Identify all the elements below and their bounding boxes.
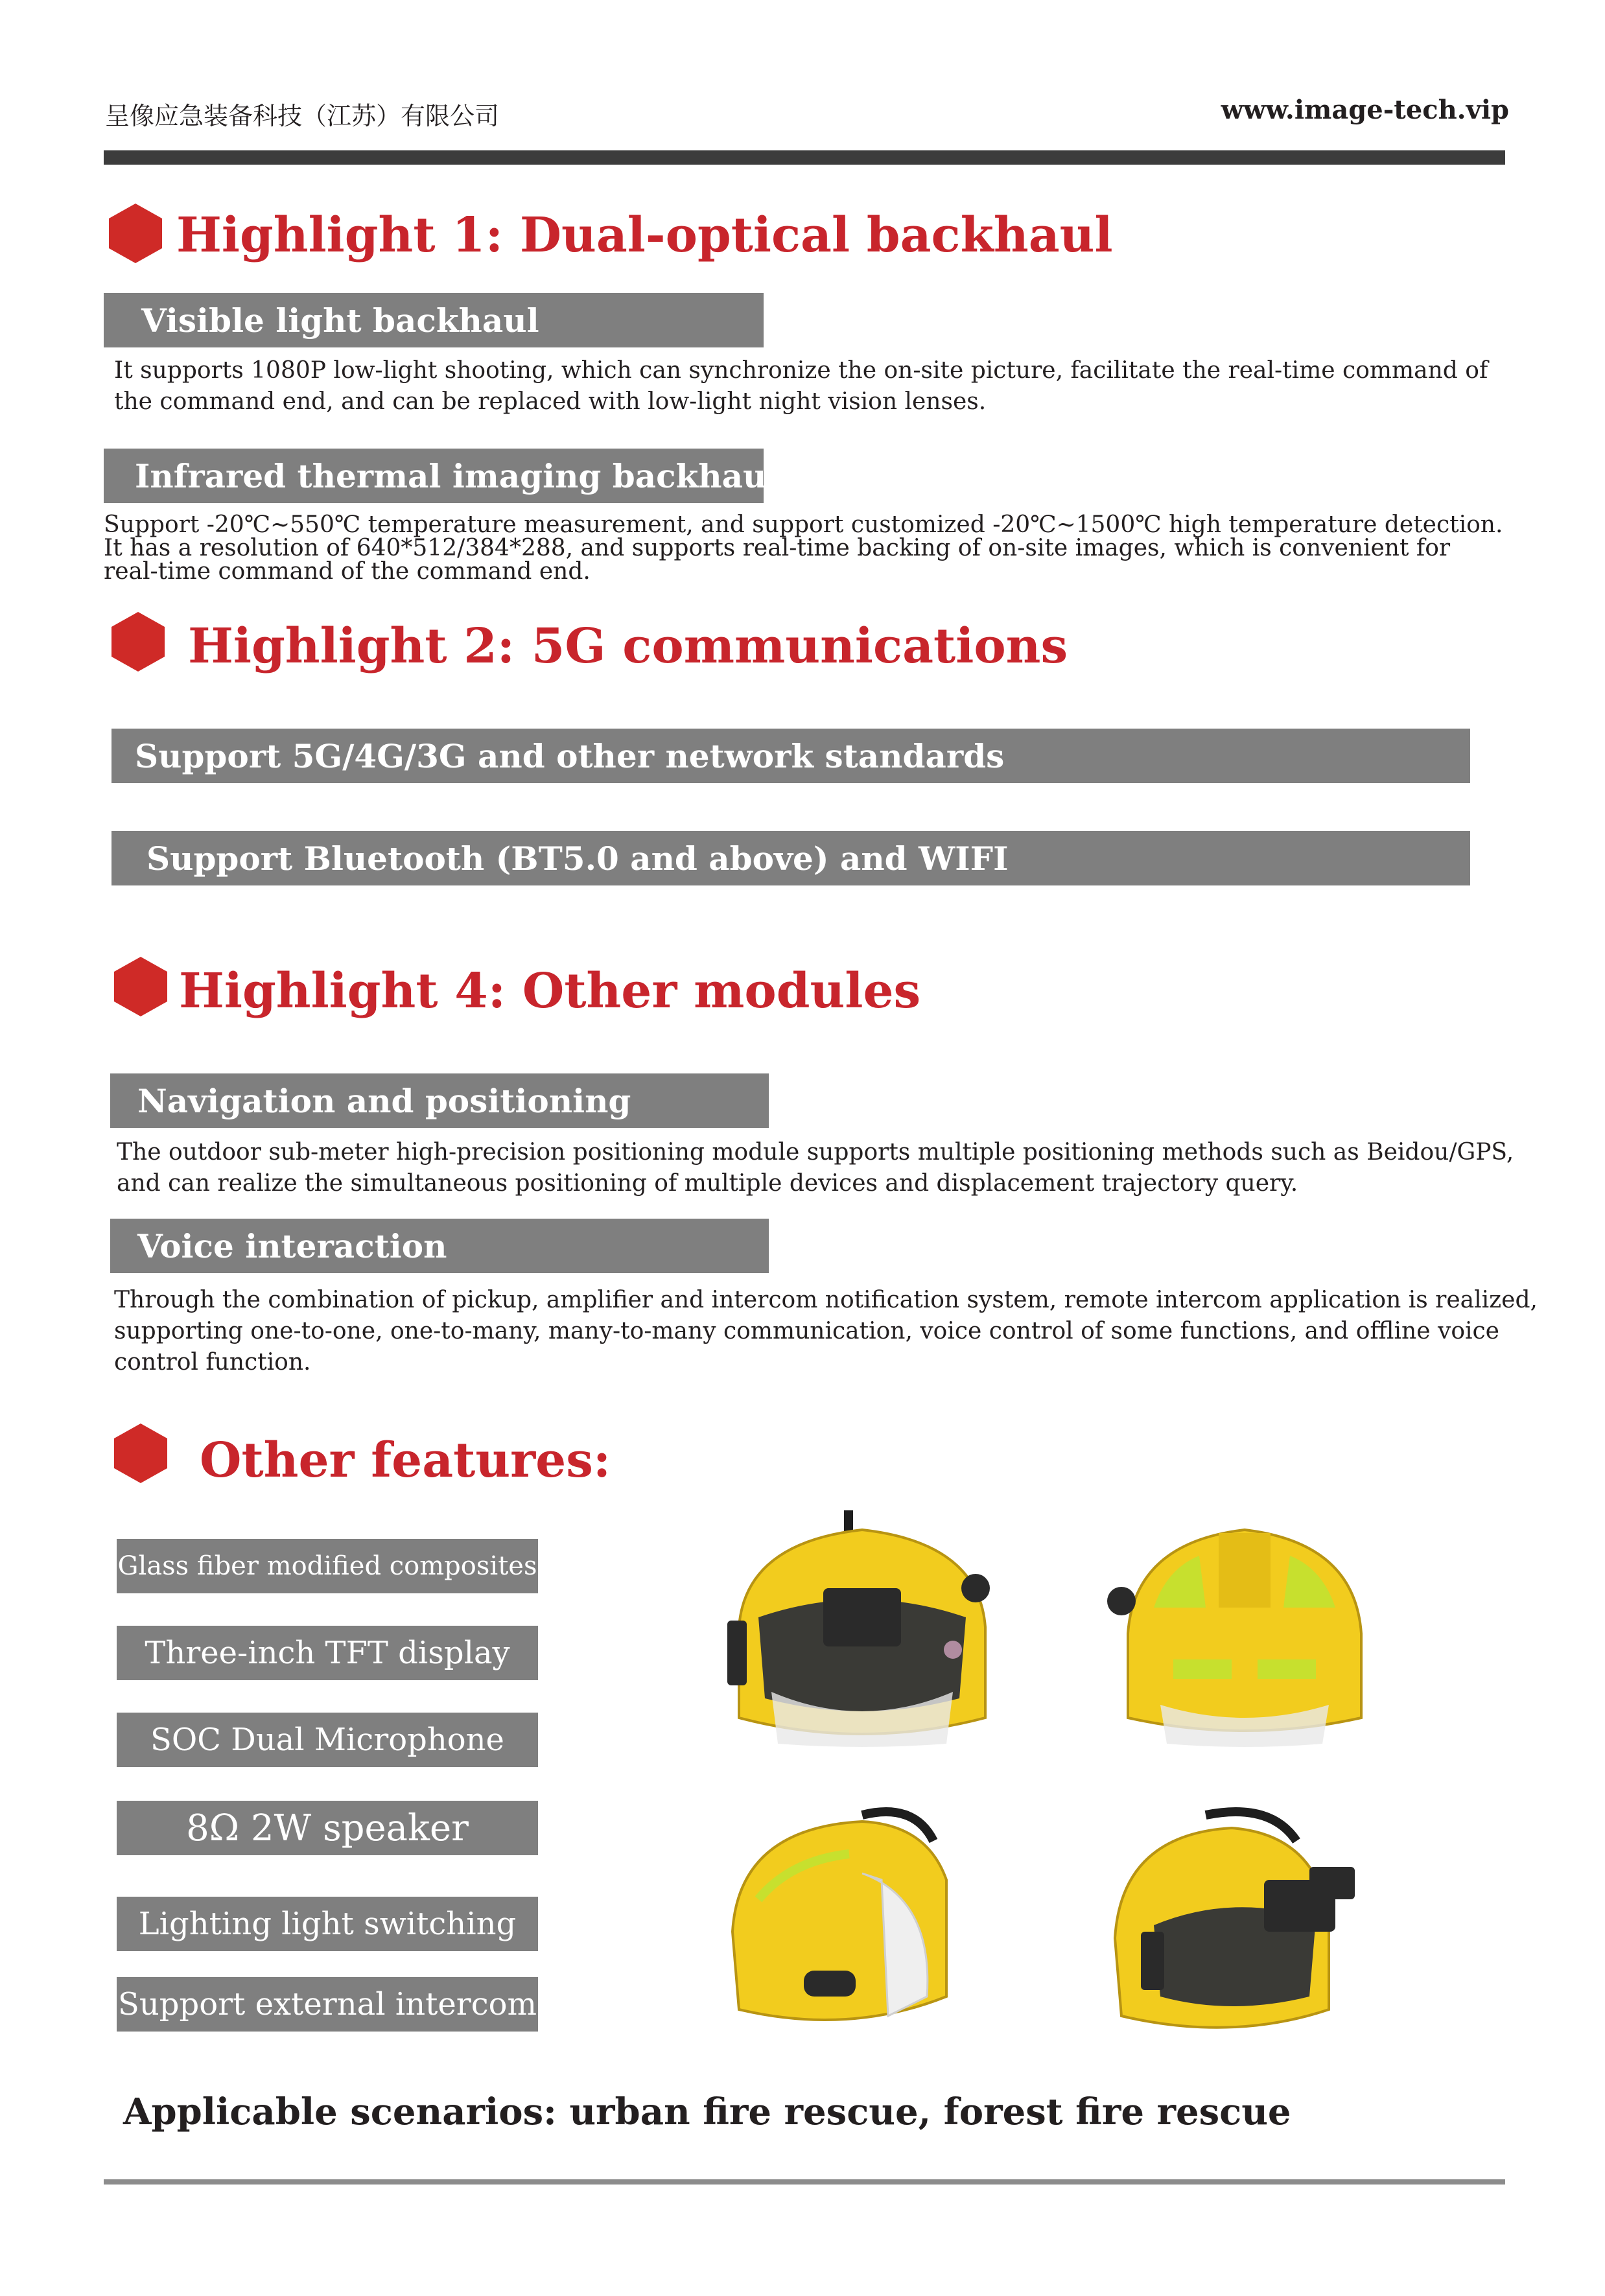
infrared-text-line-3: real-time command of the command end. — [104, 558, 591, 585]
feature-item: 8Ω 2W speaker — [117, 1801, 538, 1855]
hexagon-bullet-icon — [109, 204, 162, 263]
helmet-front-image — [720, 1504, 1005, 1750]
website-url[interactable]: www.image-tech.vip — [1221, 95, 1509, 125]
bluetooth-wifi-bar: Support Bluetooth (BT5.0 and above) and WIFI — [111, 831, 1470, 885]
infrared-label: Infrared thermal imaging backhaul — [104, 449, 764, 503]
hexagon-bullet-icon — [114, 1423, 167, 1483]
applicable-scenarios: Applicable scenarios: urban fire rescue, forest fire rescue — [123, 2091, 1291, 2133]
voice-text: Through the combination of pickup, amplifier and intercom notification system, remote intercom application is realized, supporting one-to-one, one-to-many, many-to-many communication, voice control of some functions, and offline voice control function. — [114, 1287, 1538, 1376]
other-features-title: Other features: — [200, 1433, 611, 1488]
highlight-1-title: Highlight 1: Dual-optical backhaul — [176, 207, 1113, 263]
feature-item: Glass fiber modified composites — [117, 1539, 538, 1593]
company-name: 呈像应急装备科技（江苏）有限公司 — [105, 102, 500, 130]
helmet-angled-image — [1102, 1802, 1387, 2048]
header-divider — [104, 150, 1505, 165]
hexagon-bullet-icon — [111, 612, 165, 672]
visible-light-text: It supports 1080P low-light shooting, which can synchronize the on-site picture, facilitate the real-time command of the command end, and can be replaced with low-light night vision lenses. — [114, 357, 1488, 415]
helmet-back-image — [1102, 1504, 1387, 1750]
feature-item: Lighting light switching — [117, 1897, 538, 1951]
infrared-text — [104, 513, 1530, 583]
infrared-text-line-1: Support -20℃~550℃ temperature measurement, and support customized -20℃~1500℃ high temperature detection. — [104, 511, 1503, 538]
footer-divider — [104, 2179, 1505, 2185]
navigation-text: The outdoor sub-meter high-precision positioning module supports multiple positioning methods such as Beidou/GPS, and can realize the simultaneous positioning of multiple devices and displacement trajectory query. — [117, 1139, 1514, 1197]
helmet-side-image — [720, 1802, 1005, 2048]
feature-item: SOC Dual Microphone — [117, 1713, 538, 1767]
feature-item: Support external intercom — [117, 1977, 538, 2032]
highlight-2-title: Highlight 2: 5G communications — [188, 618, 1068, 674]
highlight-4-title: Highlight 4: Other modules — [179, 963, 921, 1019]
voice-label: Voice interaction — [110, 1219, 769, 1273]
hexagon-bullet-icon — [114, 957, 167, 1016]
infrared-text-line-2: It has a resolution of 640*512/384*288, and supports real-time backing of on-site images, which is convenient for — [104, 535, 1451, 561]
feature-item: Three-inch TFT display — [117, 1626, 538, 1680]
network-standards-bar: Support 5G/4G/3G and other network standards — [111, 729, 1470, 783]
visible-light-label: Visible light backhaul — [104, 293, 764, 347]
navigation-label: Navigation and positioning — [110, 1073, 769, 1128]
